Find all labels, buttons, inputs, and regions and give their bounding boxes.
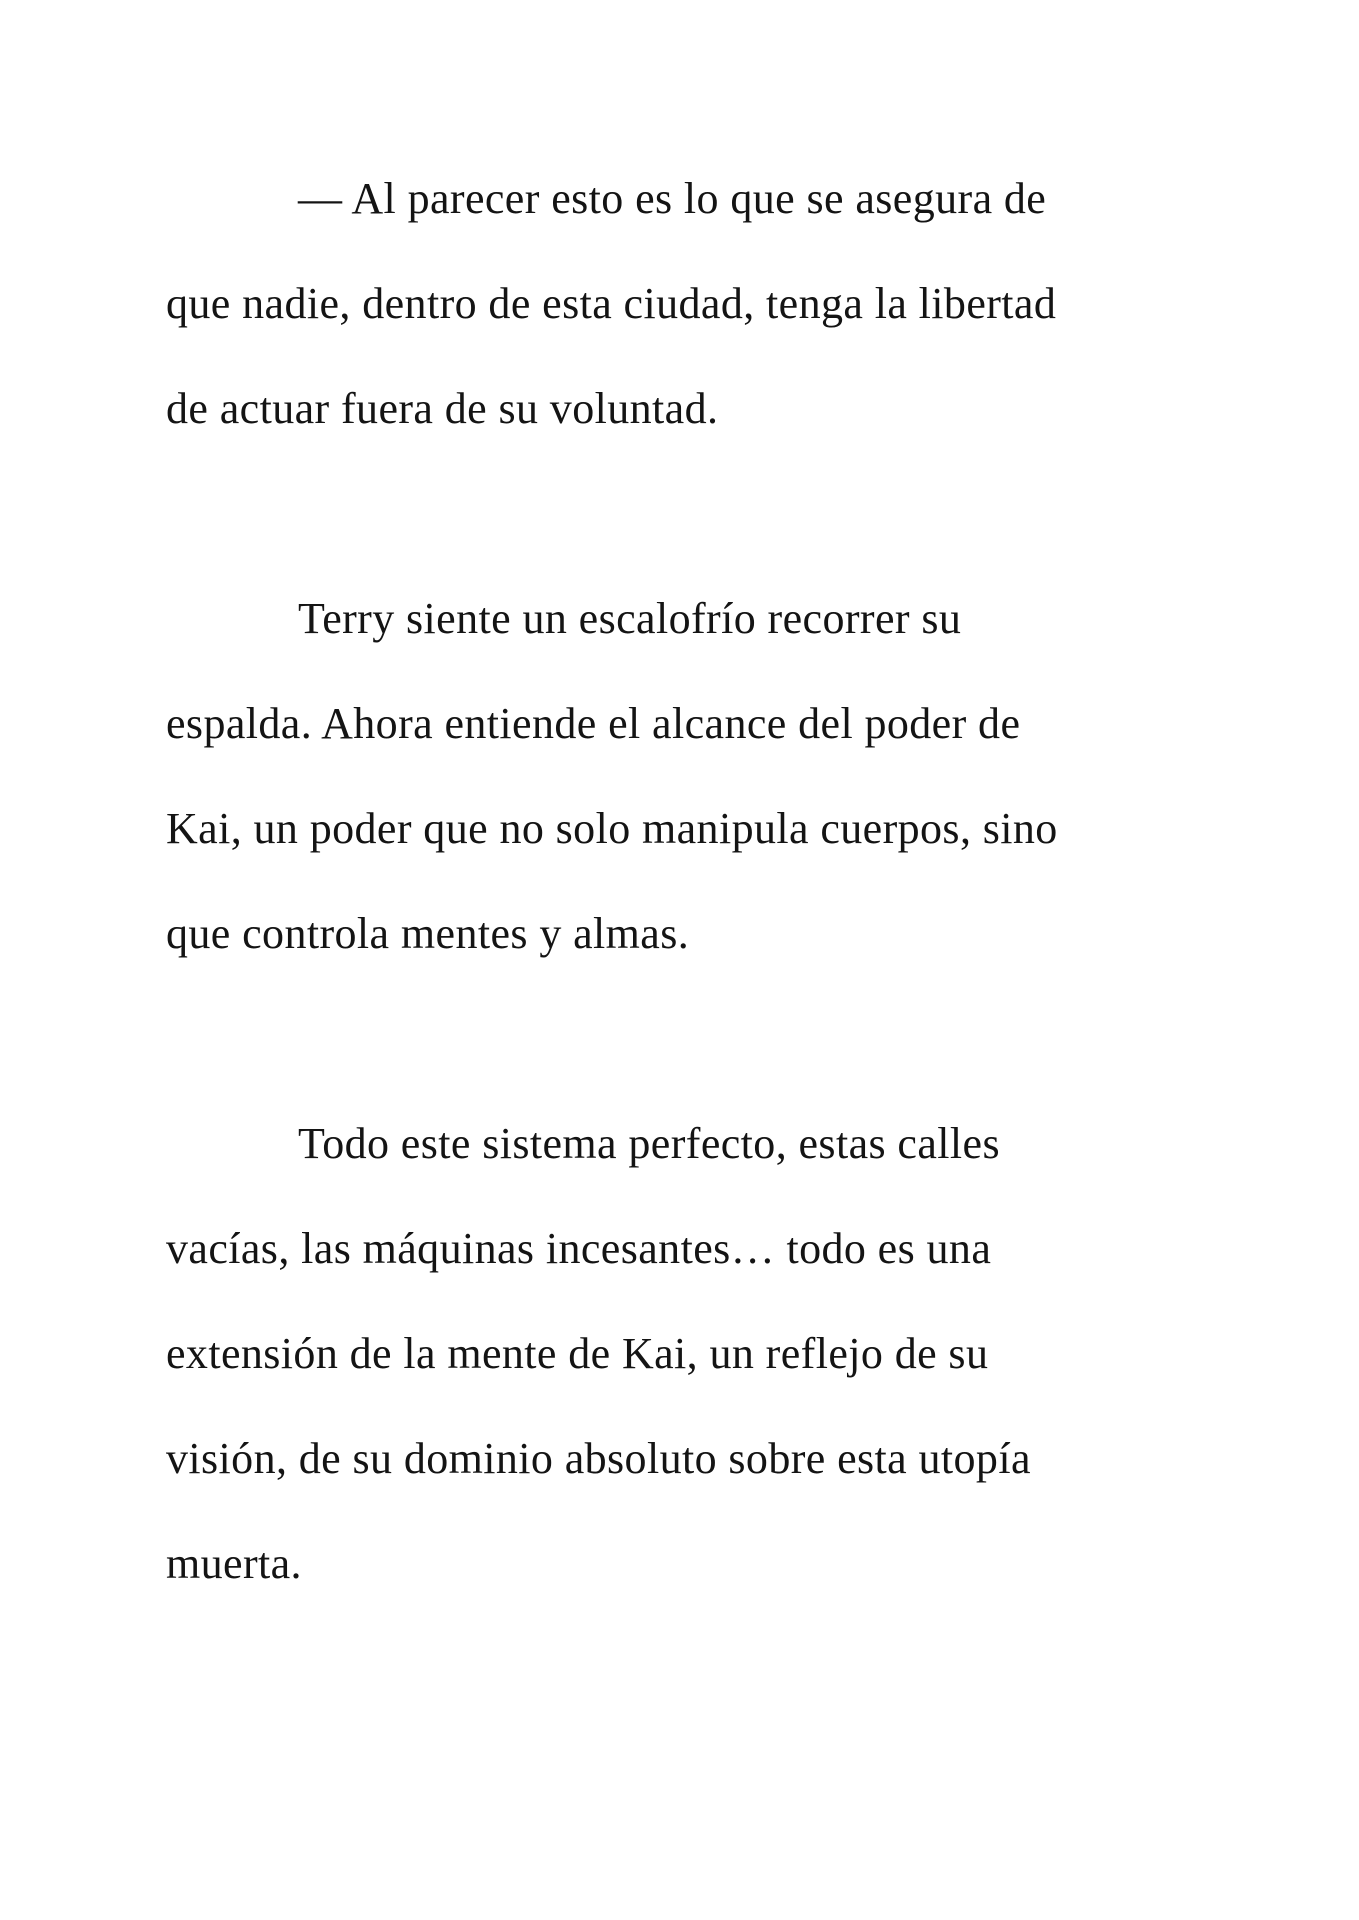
paragraph-line: Todo este sistema perfecto, estas calles bbox=[298, 1119, 1000, 1168]
paragraph-system bbox=[166, 1091, 1196, 1616]
paragraph-line: Terry siente un escalofrío recorrer su bbox=[298, 594, 962, 643]
paragraph-line: vacías, las máquinas incesantes… todo es una bbox=[166, 1224, 992, 1273]
paragraph-dialogue bbox=[166, 146, 1196, 461]
paragraph-line: que controla mentes y almas. bbox=[166, 909, 690, 958]
paragraph-line: de actuar fuera de su voluntad. bbox=[166, 384, 719, 433]
paragraph-line: muerta. bbox=[166, 1539, 302, 1588]
paragraph-terry bbox=[166, 566, 1196, 986]
paragraph-line: extensión de la mente de Kai, un reflejo de su bbox=[166, 1329, 989, 1378]
paragraph-line: — Al parecer esto es lo que se asegura de bbox=[298, 174, 1047, 223]
paragraph-line: visión, de su dominio absoluto sobre esta utopía bbox=[166, 1434, 1031, 1483]
paragraph-line: que nadie, dentro de esta ciudad, tenga la libertad bbox=[166, 279, 1057, 328]
paragraph-line: Kai, un poder que no solo manipula cuerpos, sino bbox=[166, 804, 1058, 853]
paragraph-line: espalda. Ahora entiende el alcance del poder de bbox=[166, 699, 1021, 748]
